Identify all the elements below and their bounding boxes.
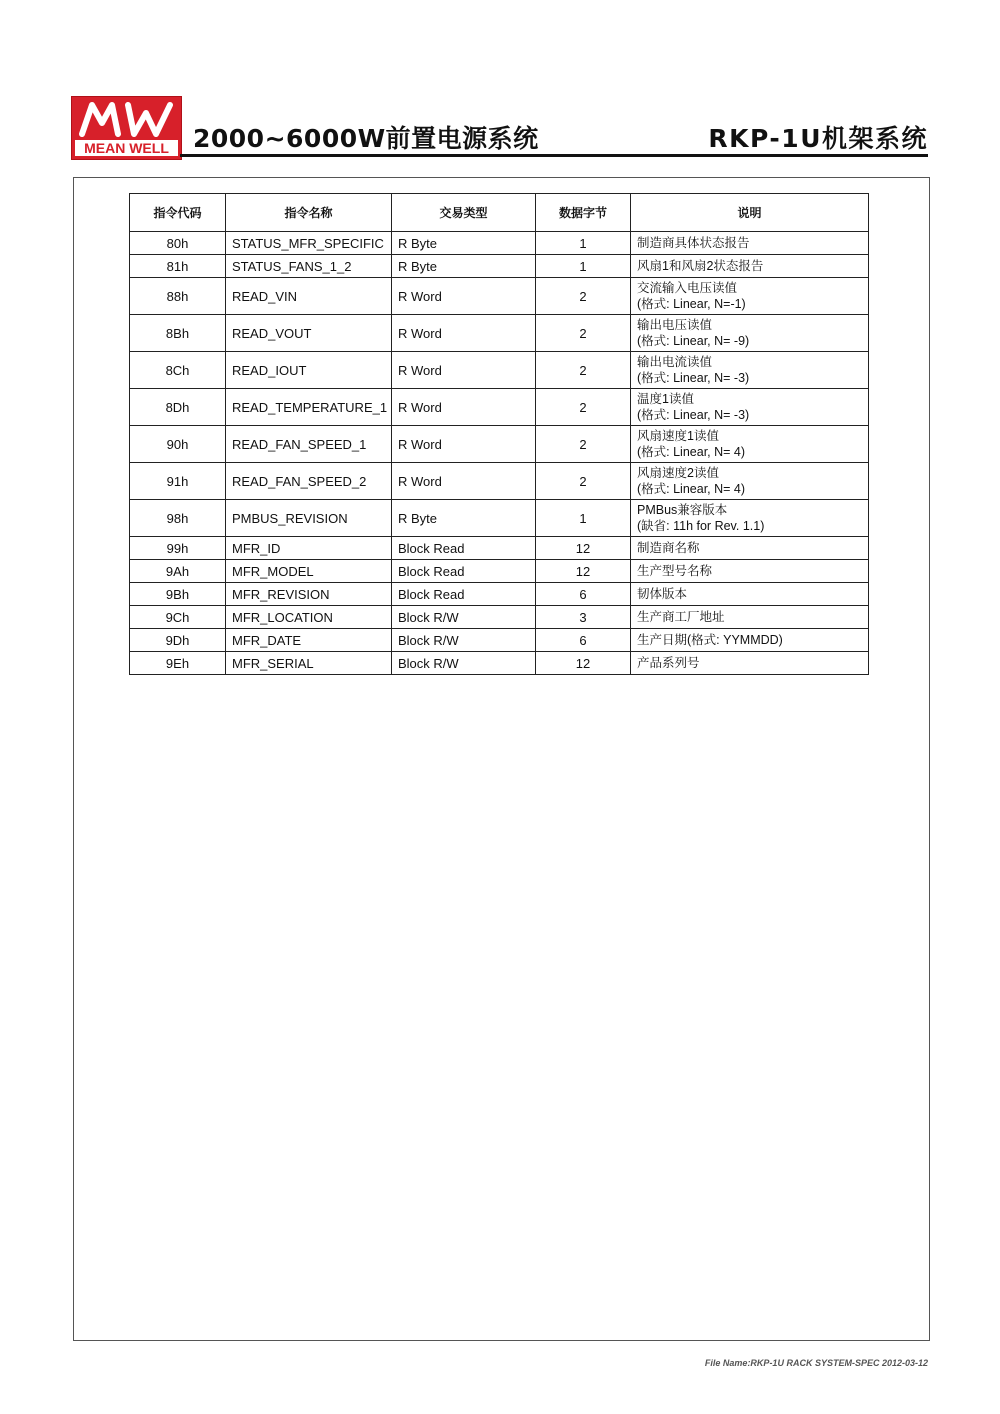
- command-code: 9Eh: [130, 652, 226, 675]
- description-format: (缺省: 11h for Rev. 1.1): [637, 519, 765, 533]
- command-code: 99h: [130, 537, 226, 560]
- description-format: (格式: Linear, N= -3): [637, 408, 750, 422]
- description-format: (格式: Linear, N= -9): [637, 334, 750, 348]
- column-header-description: 说明: [631, 194, 869, 232]
- description: [631, 652, 869, 675]
- data-bytes: 12: [536, 560, 631, 583]
- data-bytes: 2: [536, 278, 631, 315]
- command-code: 8Ch: [130, 352, 226, 389]
- command-code: 9Ah: [130, 560, 226, 583]
- command-code: 9Ch: [130, 606, 226, 629]
- transaction-type: Block R/W: [392, 629, 536, 652]
- description: [631, 389, 869, 426]
- transaction-type: R Word: [392, 389, 536, 426]
- description-line: 输出电流读值: [637, 355, 713, 369]
- transaction-type: R Word: [392, 315, 536, 352]
- description-line: 产品系列号: [637, 656, 700, 670]
- transaction-type: R Word: [392, 426, 536, 463]
- transaction-type: R Byte: [392, 232, 536, 255]
- description: [631, 583, 869, 606]
- column-header-bytes: 数据字节: [536, 194, 631, 232]
- command-name: READ_VOUT: [226, 315, 392, 352]
- description: [631, 352, 869, 389]
- command-name: READ_VIN: [226, 278, 392, 315]
- description: [631, 278, 869, 315]
- description: [631, 500, 869, 537]
- data-bytes: 2: [536, 426, 631, 463]
- description: [631, 606, 869, 629]
- description-format: (格式: Linear, N= 4): [637, 482, 746, 496]
- data-bytes: 2: [536, 352, 631, 389]
- command-code: 8Dh: [130, 389, 226, 426]
- table-row: [130, 500, 869, 537]
- transaction-type: Block Read: [392, 560, 536, 583]
- command-name: MFR_DATE: [226, 629, 392, 652]
- description: [631, 315, 869, 352]
- command-name: PMBUS_REVISION: [226, 500, 392, 537]
- header-divider: [180, 154, 928, 157]
- description: [631, 255, 869, 278]
- transaction-type: R Byte: [392, 255, 536, 278]
- data-bytes: 2: [536, 463, 631, 500]
- column-header-type: 交易类型: [392, 194, 536, 232]
- description-line: 韧体版本: [637, 587, 688, 601]
- file-name-footer: File Name:RKP-1U RACK SYSTEM-SPEC 2012-03-12: [704, 1358, 928, 1368]
- data-bytes: 1: [536, 255, 631, 278]
- command-code: 91h: [130, 463, 226, 500]
- description-line: 制造商名称: [637, 541, 700, 555]
- table-row: [130, 537, 869, 560]
- table-header-row: [130, 194, 869, 232]
- data-bytes: 3: [536, 606, 631, 629]
- description-line: 输出电压读值: [637, 318, 713, 332]
- command-name: READ_IOUT: [226, 352, 392, 389]
- transaction-type: Block Read: [392, 537, 536, 560]
- description: [631, 629, 869, 652]
- data-bytes: 12: [536, 537, 631, 560]
- command-name: MFR_MODEL: [226, 560, 392, 583]
- command-code: 8Bh: [130, 315, 226, 352]
- data-bytes: 2: [536, 315, 631, 352]
- command-name: STATUS_FANS_1_2: [226, 255, 392, 278]
- data-bytes: 1: [536, 232, 631, 255]
- description-format: (格式: Linear, N= -3): [637, 371, 750, 385]
- description: [631, 560, 869, 583]
- table-row: [130, 232, 869, 255]
- data-bytes: 2: [536, 389, 631, 426]
- table-row: [130, 629, 869, 652]
- command-name: MFR_SERIAL: [226, 652, 392, 675]
- description-line: 交流输入电压读值: [637, 281, 738, 295]
- command-name: MFR_LOCATION: [226, 606, 392, 629]
- data-bytes: 6: [536, 629, 631, 652]
- logo-text: MEAN WELL: [75, 140, 178, 156]
- transaction-type: R Word: [392, 352, 536, 389]
- description-line: 风扇速度2读值: [637, 466, 719, 480]
- transaction-type: Block R/W: [392, 606, 536, 629]
- description-line: 生产日期(格式: YYMMDD): [637, 633, 783, 647]
- command-name: STATUS_MFR_SPECIFIC: [226, 232, 392, 255]
- column-header-code: 指令代码: [130, 194, 226, 232]
- description-line: 温度1读值: [637, 392, 694, 406]
- command-code: 9Bh: [130, 583, 226, 606]
- description-line: 制造商具体状态报告: [637, 236, 750, 250]
- command-name: MFR_REVISION: [226, 583, 392, 606]
- command-code: 80h: [130, 232, 226, 255]
- command-code: 9Dh: [130, 629, 226, 652]
- table-row: [130, 352, 869, 389]
- table-row: [130, 315, 869, 352]
- mw-logo-icon: [78, 101, 174, 137]
- description-line: 风扇1和风扇2状态报告: [637, 259, 764, 273]
- command-code: 88h: [130, 278, 226, 315]
- description-line: 生产商工厂地址: [637, 610, 725, 624]
- product-series-title: RKP-1U机架系统: [708, 124, 928, 153]
- description: [631, 232, 869, 255]
- table-row: [130, 652, 869, 675]
- command-code: 90h: [130, 426, 226, 463]
- column-header-name: 指令名称: [226, 194, 392, 232]
- table-row: [130, 463, 869, 500]
- table-row: [130, 560, 869, 583]
- description-line: PMBus兼容版本: [637, 503, 728, 517]
- document-title: 2000~6000W前置电源系统: [193, 124, 539, 153]
- description: [631, 463, 869, 500]
- transaction-type: R Byte: [392, 500, 536, 537]
- command-name: READ_FAN_SPEED_1: [226, 426, 392, 463]
- description-format: (格式: Linear, N= 4): [637, 445, 746, 459]
- transaction-type: Block Read: [392, 583, 536, 606]
- table-row: [130, 389, 869, 426]
- transaction-type: Block R/W: [392, 652, 536, 675]
- command-code: 81h: [130, 255, 226, 278]
- transaction-type: R Word: [392, 463, 536, 500]
- mean-well-logo: [71, 96, 182, 160]
- description-line: 风扇速度1读值: [637, 429, 719, 443]
- description-line: 生产型号名称: [637, 564, 713, 578]
- command-name: MFR_ID: [226, 537, 392, 560]
- pmbus-command-table: [129, 193, 869, 675]
- command-code: 98h: [130, 500, 226, 537]
- command-name: READ_FAN_SPEED_2: [226, 463, 392, 500]
- command-name: READ_TEMPERATURE_1: [226, 389, 392, 426]
- description-format: (格式: Linear, N=-1): [637, 297, 746, 311]
- table-row: [130, 426, 869, 463]
- table-row: [130, 583, 869, 606]
- data-bytes: 1: [536, 500, 631, 537]
- description: [631, 426, 869, 463]
- table-row: [130, 606, 869, 629]
- data-bytes: 12: [536, 652, 631, 675]
- table-row: [130, 255, 869, 278]
- transaction-type: R Word: [392, 278, 536, 315]
- description: [631, 537, 869, 560]
- table-row: [130, 278, 869, 315]
- data-bytes: 6: [536, 583, 631, 606]
